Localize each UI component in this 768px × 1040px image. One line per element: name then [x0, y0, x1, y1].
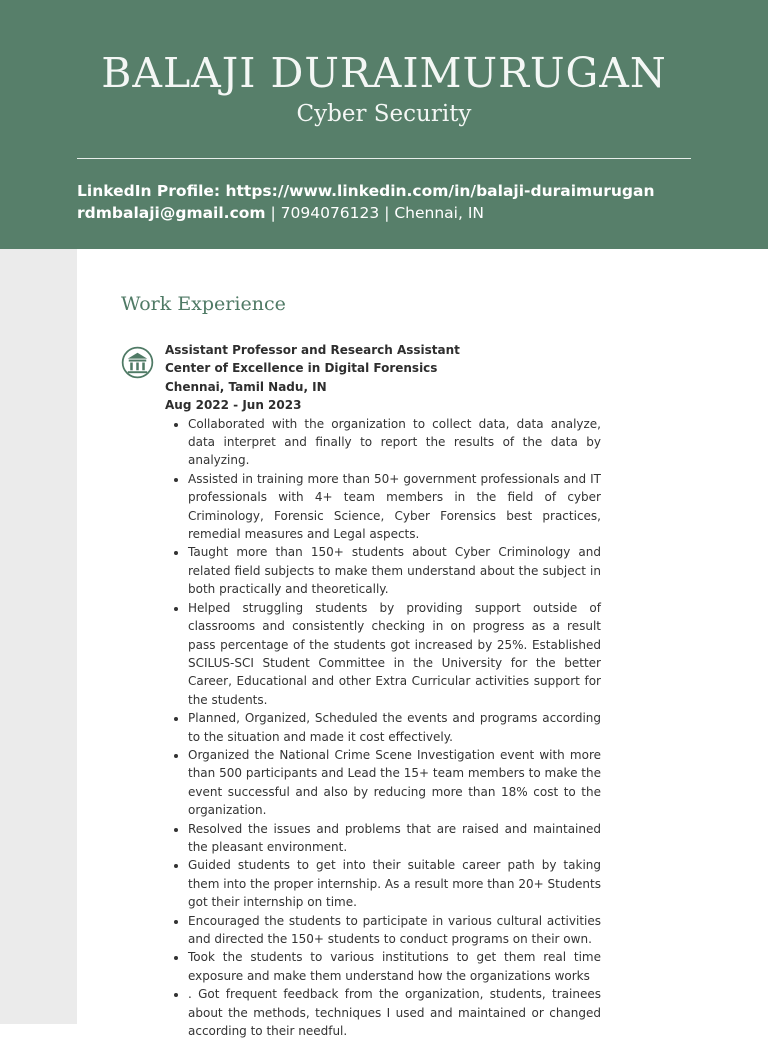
contact-line — [77, 202, 737, 224]
phone-number: 7094076123 — [280, 204, 380, 222]
location: Chennai, IN — [394, 204, 484, 222]
list-item: • Resolved the issues and problems that are raised and maintained the pleasant environment. — [188, 820, 601, 857]
linkedin-link[interactable]: LinkedIn Profile: https://www.linkedin.com/in/balaji-duraimurugan — [77, 182, 655, 200]
list-item: • Helped struggling students by providing support outside of classrooms and consistently checking in on progress as a result pass percentage of the students got increased by 25%. Established SCILUS-SCI Student Committee in the University for the better Career, Educational and other Extra Curricular activities support for the students. — [188, 599, 601, 709]
separator: | — [379, 204, 395, 222]
header-divider — [77, 158, 691, 159]
list-item: • Took the students to various institutions to get them real time exposure and make them understand how the organizations works — [188, 948, 601, 985]
list-item: • . Got frequent feedback from the organization, students, trainees about the methods, techniques I used and maintained or changed according to their needful. — [188, 985, 601, 1040]
list-item: • Organized the National Crime Scene Investigation event with more than 500 participants and Lead the 15+ team members to make the event successful and also by reducing more than 18% cost to the organization. — [188, 746, 601, 820]
job-position: Assistant Professor and Research Assistant — [165, 343, 460, 357]
job-entry — [165, 341, 601, 1040]
job-responsibilities-list — [165, 415, 601, 1040]
list-item: • Assisted in training more than 50+ government professionals and IT professionals with 4+ team members in the field of cyber Criminology, Forensic Science, Cyber Forensics best practices, remedial measures and Legal aspects. — [188, 470, 601, 544]
list-item: • Planned, Organized, Scheduled the events and programs according to the situation and made it cost effectively. — [188, 709, 601, 746]
list-item: • Guided students to get into their suitable career path by taking them into the proper internship. As a result more than 20+ Students got their internship on time. — [188, 856, 601, 911]
job-organization: Center of Excellence in Digital Forensics — [165, 361, 438, 376]
contact-block — [77, 180, 737, 224]
list-item: • Taught more than 150+ students about Cyber Criminology and related field subjects to make them understand about the subject in both practically and theoretically. — [188, 543, 601, 598]
job-location: Chennai, Tamil Nadu, IN — [165, 379, 327, 394]
list-item: • Encouraged the students to participate in various cultural activities and directed the 150+ students to conduct programs on their own. — [188, 912, 601, 949]
resume-header — [0, 0, 768, 249]
list-item: • Collaborated with the organization to collect data, data analyze, data interpret and finally to report the results of the data by analyzing. — [188, 415, 601, 470]
building-icon — [121, 346, 154, 379]
job-dates: Aug 2022 - Jun 2023 — [165, 398, 302, 413]
candidate-title: Cyber Security — [296, 101, 472, 127]
left-margin-bar — [0, 249, 77, 1024]
separator: | — [265, 204, 281, 222]
email-link[interactable]: rdmbalaji@gmail.com — [77, 204, 266, 222]
section-title-work-experience: Work Experience — [121, 293, 286, 315]
candidate-name: BALAJI DURAIMURUGAN — [101, 49, 667, 97]
